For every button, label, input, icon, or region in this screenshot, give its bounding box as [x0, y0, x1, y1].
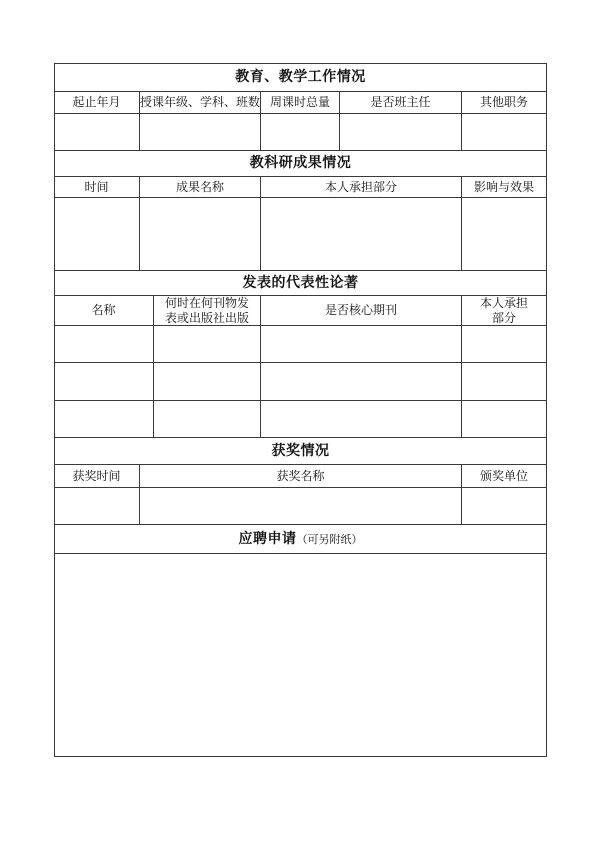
header-core-journal: 是否核心期刊 [324, 303, 397, 317]
research-entry-cell[interactable] [55, 198, 139, 270]
header-impact: 影响与效果 [473, 179, 534, 194]
section-title-teaching: 教育、教学工作情况 [235, 69, 366, 85]
header-period: 起止年月 [72, 95, 121, 109]
research-entry-cell[interactable] [462, 198, 546, 270]
application-title-text: 应聘申请 [238, 530, 297, 547]
header-is-class-teacher: 是否班主任 [370, 95, 431, 109]
application-text-area[interactable] [55, 554, 546, 756]
header-award-time: 获奖时间 [72, 468, 121, 483]
header-award-name: 获奖名称 [276, 468, 325, 483]
teaching-entry-cell[interactable] [140, 114, 260, 150]
teaching-entry-cell[interactable] [462, 114, 546, 150]
section-title-application [54, 525, 547, 553]
header-time: 时间 [84, 179, 109, 194]
header-achievement-name: 成果名称 [175, 179, 224, 194]
application-form-table [54, 63, 547, 757]
border-bottom [54, 756, 547, 757]
header-publication-name: 名称 [91, 303, 116, 317]
research-entry-cell[interactable] [261, 198, 461, 270]
header-publication-venue: 何时在何刊物发表或出版社出版 [164, 295, 249, 325]
header-other-positions: 其他职务 [479, 95, 528, 109]
teaching-entry-cell[interactable] [340, 114, 461, 150]
award-entry-cell[interactable] [55, 488, 139, 524]
header-awarding-unit: 颁奖单位 [479, 468, 528, 483]
publication-row[interactable] [55, 401, 546, 437]
header-grade-subject-classes: 授课年级、学科、班数 [140, 95, 261, 109]
publication-row[interactable] [55, 363, 546, 400]
header-personal-part: 本人承担部分 [324, 179, 397, 194]
section-title-publications: 发表的代表性论著 [242, 274, 359, 291]
teaching-entry-cell[interactable] [55, 114, 139, 150]
award-entry-cell[interactable] [462, 488, 546, 524]
header-personal-contribution: 本人承担部分 [480, 295, 529, 325]
header-weekly-hours: 周课时总量 [269, 95, 330, 109]
research-entry-cell[interactable] [140, 198, 260, 270]
application-note: （可另附纸） [296, 532, 363, 546]
teaching-entry-cell[interactable] [261, 114, 339, 150]
section-title-research: 教科研成果情况 [249, 155, 352, 171]
publication-row[interactable] [55, 326, 546, 362]
award-entry-cell[interactable] [140, 488, 461, 524]
section-title-awards: 获奖情况 [271, 442, 330, 459]
